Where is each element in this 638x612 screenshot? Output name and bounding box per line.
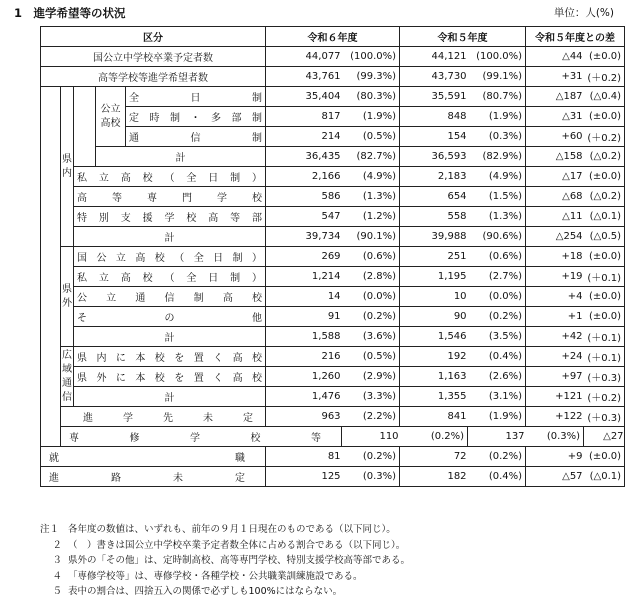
row-label: 特別支援学校高等部: [74, 207, 266, 227]
table-row: [41, 227, 625, 247]
r5-value: 848: [400, 107, 468, 127]
diff-percent: (±0.0): [584, 247, 625, 267]
diff-value: △254: [526, 227, 584, 247]
subtotal-label: 計: [96, 147, 266, 167]
r5-percent: (0.4%): [468, 347, 526, 367]
r5-header: 令和５年度: [400, 27, 526, 47]
r5-percent: (99.1%): [468, 67, 526, 87]
diff-percent: (△0.4): [584, 87, 625, 107]
r5-value: 558: [400, 207, 468, 227]
diff-percent: (＋0.2): [584, 387, 625, 407]
table-row: [41, 467, 625, 487]
r5-percent: (0.3%): [468, 127, 526, 147]
indent-spacer: [41, 87, 61, 447]
subtotal-label: 計: [74, 227, 266, 247]
r6-value: 2,166: [266, 167, 342, 187]
table-row: [41, 367, 625, 387]
diff-value: △57: [526, 467, 584, 487]
r6-percent: (1.2%): [342, 207, 400, 227]
footnote-text: 表中の割合は、四捨五入の関係で必ずしも100%にはならない。: [68, 586, 343, 597]
diff-value: +9: [526, 447, 584, 467]
diff-value: △158: [526, 147, 584, 167]
r6-percent: (3.3%): [342, 387, 400, 407]
r6-percent: (82.7%): [342, 147, 400, 167]
r6-value: 125: [266, 467, 342, 487]
footnote-text: 「専修学校等」は、専修学校・各種学校・公共職業訓練施設である。: [68, 570, 363, 582]
diff-value: +4: [526, 287, 584, 307]
diff-header: 令和５年度との差: [526, 27, 625, 47]
diff-value: +97: [526, 367, 584, 387]
r5-percent: (100.0%): [468, 47, 526, 67]
table-row: [41, 327, 625, 347]
footnote: [40, 584, 410, 600]
kennai-label: 県内: [61, 87, 74, 247]
r6-percent: (4.9%): [342, 167, 400, 187]
subtotal-label: 計: [74, 327, 266, 347]
r6-percent: (1.9%): [342, 107, 400, 127]
r5-value: 44,121: [400, 47, 468, 67]
r5-percent: (0.2%): [468, 307, 526, 327]
r5-percent: (0.2%): [468, 447, 526, 467]
r6-percent: (0.3%): [342, 467, 400, 487]
diff-value: +42: [526, 327, 584, 347]
diff-value: △68: [526, 187, 584, 207]
r6-value: 43,761: [266, 67, 342, 87]
r6-value: 14: [266, 287, 342, 307]
row-label: 就職: [41, 447, 266, 467]
diff-percent: (＋0.1): [584, 267, 625, 287]
diff-value: +24: [526, 347, 584, 367]
r5-percent: (82.9%): [468, 147, 526, 167]
r6-percent: (80.3%): [342, 87, 400, 107]
diff-value: △44: [526, 47, 584, 67]
table-row: [41, 47, 625, 67]
diff-value: +19: [526, 267, 584, 287]
row-label: 定時制・多部制: [126, 107, 266, 127]
diff-percent: (△0.1): [584, 467, 625, 487]
row-label: 進路未定: [41, 467, 266, 487]
r6-value: 817: [266, 107, 342, 127]
r6-value: 91: [266, 307, 342, 327]
diff-percent: (±0.0): [584, 107, 625, 127]
diff-value: △11: [526, 207, 584, 227]
r5-value: 35,591: [400, 87, 468, 107]
diff-percent: (＋0.3): [584, 407, 625, 427]
diff-value: △17: [526, 167, 584, 187]
table-row: [41, 447, 625, 467]
r6-percent: (0.2%): [342, 307, 400, 327]
diff-percent: (±0.0): [584, 47, 625, 67]
table-row: [41, 87, 625, 107]
diff-percent: (±0.0): [584, 287, 625, 307]
r5-percent: (2.7%): [468, 267, 526, 287]
r5-value: 39,988: [400, 227, 468, 247]
diff-percent: (＋0.3): [584, 367, 625, 387]
footnote-text: 各年度の数値は、いずれも、前年の９月１日現在のものである（以下同じ）。: [68, 524, 396, 535]
row-label: 専修学校等: [61, 427, 342, 447]
diff-percent: (△0.2): [584, 147, 625, 167]
r6-value: 35,404: [266, 87, 342, 107]
row-label: 進学先未定: [61, 407, 266, 427]
diff-percent: (＋0.2): [584, 67, 625, 87]
diff-percent: (＋0.1): [584, 327, 625, 347]
diff-value: +121: [526, 387, 584, 407]
r5-percent: (3.1%): [468, 387, 526, 407]
r5-value: 72: [400, 447, 468, 467]
r5-percent: (1.3%): [468, 207, 526, 227]
r6-value: 586: [266, 187, 342, 207]
r6-value: 963: [266, 407, 342, 427]
table-row: [41, 267, 625, 287]
kengai-label: 県外: [61, 247, 74, 347]
r6-percent: (0.2%): [400, 427, 468, 447]
page-header: [14, 5, 614, 21]
r5-percent: (0.4%): [468, 467, 526, 487]
diff-value: △31: [526, 107, 584, 127]
footnote: [40, 522, 410, 538]
row-label: 国公立高校（全日制）: [74, 247, 266, 267]
r5-value: 154: [400, 127, 468, 147]
r6-percent: (3.6%): [342, 327, 400, 347]
r5-percent: (2.6%): [468, 367, 526, 387]
row-label: 公立通信制高校: [74, 287, 266, 307]
diff-value: +1: [526, 307, 584, 327]
row-label: その他: [74, 307, 266, 327]
diff-value: △187: [526, 87, 584, 107]
r6-value: 1,476: [266, 387, 342, 407]
table-row: [41, 147, 625, 167]
r5-percent: (4.9%): [468, 167, 526, 187]
r5-percent: (90.6%): [468, 227, 526, 247]
footnote-text: （ ）書きは国公立中学校卒業予定者数全体に占める割合である（以下同じ）。: [68, 539, 406, 551]
footnotes: [40, 522, 410, 600]
r5-percent: (1.9%): [468, 407, 526, 427]
table-row: [41, 67, 625, 87]
r6-value: 39,734: [266, 227, 342, 247]
r5-percent: (0.3%): [526, 427, 584, 447]
table-row: [41, 207, 625, 227]
r6-percent: (0.2%): [342, 447, 400, 467]
r5-value: 90: [400, 307, 468, 327]
row-label: 通信制: [126, 127, 266, 147]
r6-value: 44,077: [266, 47, 342, 67]
r6-percent: (100.0%): [342, 47, 400, 67]
r6-percent: (1.3%): [342, 187, 400, 207]
row-label: 国公立中学校卒業予定者数: [41, 47, 266, 67]
r6-value: 216: [266, 347, 342, 367]
r6-percent: (0.5%): [342, 127, 400, 147]
row-label: 県内に本校を置く高校: [74, 347, 266, 367]
table-row: [41, 247, 625, 267]
r6-value: 1,214: [266, 267, 342, 287]
row-label: 全日制: [126, 87, 266, 107]
row-label: 高等専門学校: [74, 187, 266, 207]
footnote-key: ３: [52, 555, 62, 566]
r6-percent: (0.0%): [342, 287, 400, 307]
footnote: [40, 538, 410, 554]
footnote-text: 県外の「その他」は、定時制高校、高等専門学校、特別支援学校高等部である。: [68, 555, 411, 566]
r5-value: 1,195: [400, 267, 468, 287]
table-row: [41, 387, 625, 407]
footnote-key: ２: [52, 539, 62, 551]
diff-value: +60: [526, 127, 584, 147]
diff-value: +31: [526, 67, 584, 87]
table-row: [41, 307, 625, 327]
diff-percent: (△0.1): [584, 207, 625, 227]
table-row: [41, 347, 625, 367]
r5-value: 2,183: [400, 167, 468, 187]
r6-percent: (90.1%): [342, 227, 400, 247]
diff-percent: (＋0.1): [584, 347, 625, 367]
table-row: [41, 287, 625, 307]
header-row: [41, 27, 625, 47]
r6-value: 547: [266, 207, 342, 227]
indent-spacer: [74, 87, 96, 167]
r6-value: 1,588: [266, 327, 342, 347]
r6-value: 1,260: [266, 367, 342, 387]
footnote: [40, 569, 410, 585]
table-row: [41, 427, 625, 447]
unit-label: 単位：人(%): [553, 7, 614, 19]
table-row: [41, 107, 625, 127]
subtotal-label: 計: [74, 387, 266, 407]
r5-percent: (80.7%): [468, 87, 526, 107]
r5-value: 10: [400, 287, 468, 307]
r5-value: 654: [400, 187, 468, 207]
r6-percent: (2.8%): [342, 267, 400, 287]
r5-value: 841: [400, 407, 468, 427]
koritsu-label: 公立高校: [96, 87, 126, 147]
r6-percent: (2.2%): [342, 407, 400, 427]
r5-value: 251: [400, 247, 468, 267]
r5-value: 36,593: [400, 147, 468, 167]
section-title: 1 進学希望等の状況: [14, 6, 126, 20]
row-label: 私立高校（全日制）: [74, 167, 266, 187]
r5-value: 43,730: [400, 67, 468, 87]
footnote-key: ４: [52, 570, 62, 582]
r5-value: 1,355: [400, 387, 468, 407]
category-header: 区分: [41, 27, 266, 47]
table-row: [41, 167, 625, 187]
enrollment-table: [40, 26, 625, 487]
r6-percent: (99.3%): [342, 67, 400, 87]
r5-percent: (1.5%): [468, 187, 526, 207]
r5-value: 182: [400, 467, 468, 487]
koiki-label: 広域通信: [61, 347, 74, 407]
r5-percent: (1.9%): [468, 107, 526, 127]
r5-percent: (0.0%): [468, 287, 526, 307]
diff-percent: (△0.5): [584, 227, 625, 247]
r6-value: 36,435: [266, 147, 342, 167]
diff-percent: (±0.0): [584, 167, 625, 187]
diff-value: +122: [526, 407, 584, 427]
footnote-key: ５: [52, 586, 62, 597]
r5-value: 1,163: [400, 367, 468, 387]
r5-percent: (0.6%): [468, 247, 526, 267]
r6-header: 令和６年度: [266, 27, 400, 47]
r6-value: 269: [266, 247, 342, 267]
diff-percent: (±0.0): [584, 447, 625, 467]
table-row: [41, 127, 625, 147]
r6-value: 110: [342, 427, 400, 447]
table-row: [41, 187, 625, 207]
diff-value: △27: [584, 427, 625, 447]
r5-percent: (3.5%): [468, 327, 526, 347]
row-label: 県外に本校を置く高校: [74, 367, 266, 387]
r6-percent: (2.9%): [342, 367, 400, 387]
diff-value: +18: [526, 247, 584, 267]
table-row: [41, 407, 625, 427]
row-label: 高等学校等進学希望者数: [41, 67, 266, 87]
r6-value: 214: [266, 127, 342, 147]
r5-value: 137: [468, 427, 526, 447]
r5-value: 1,546: [400, 327, 468, 347]
r6-value: 81: [266, 447, 342, 467]
r6-percent: (0.6%): [342, 247, 400, 267]
r6-percent: (0.5%): [342, 347, 400, 367]
r5-value: 192: [400, 347, 468, 367]
diff-percent: (±0.0): [584, 307, 625, 327]
footnote: [40, 553, 410, 569]
row-label: 私立高校（全日制）: [74, 267, 266, 287]
diff-percent: (＋0.2): [584, 127, 625, 147]
diff-percent: (△0.2): [584, 187, 625, 207]
footnote-key: 注１: [40, 524, 60, 535]
